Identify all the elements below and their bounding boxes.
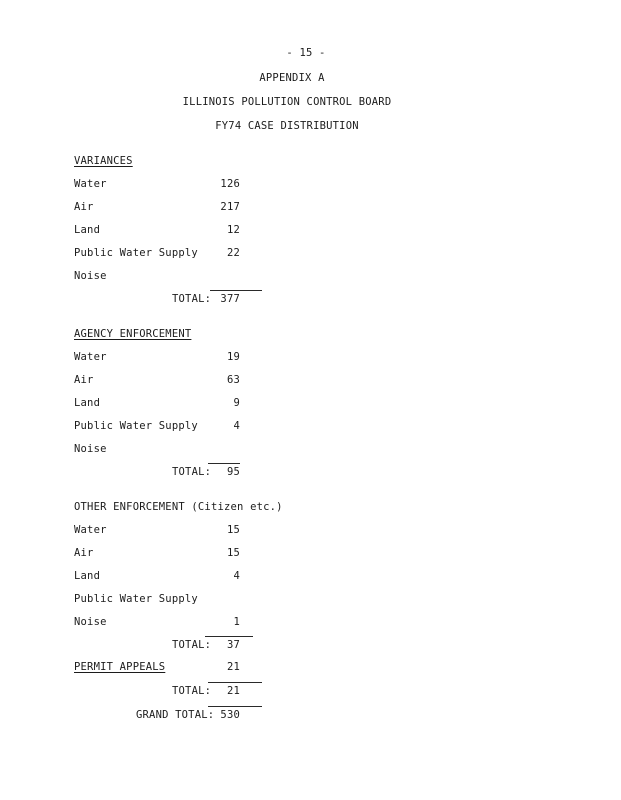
permit-total-rule — [208, 682, 262, 683]
grand-total-rule — [208, 706, 262, 707]
distribution-subtitle: FY74 CASE DISTRIBUTION — [215, 120, 359, 132]
other-air-label: Air — [74, 547, 94, 559]
variances-land-label: Land — [74, 224, 101, 236]
permit-appeals-heading: PERMIT APPEALS — [74, 661, 166, 673]
variances-land-value: 12 — [226, 224, 240, 236]
variances-heading: VARIANCES — [74, 155, 133, 167]
grand-total-label: GRAND TOTAL: — [136, 709, 215, 721]
variances-water-value: 126 — [220, 178, 240, 190]
variances-total-label: TOTAL: — [172, 293, 212, 305]
agency-air-value: 63 — [226, 374, 240, 386]
other-total-label: TOTAL: — [172, 639, 212, 651]
other-pws-label: Public Water Supply — [74, 593, 198, 605]
agency-air-label: Air — [74, 374, 94, 386]
agency-water-label: Water — [74, 351, 107, 363]
agency-pws-label: Public Water Supply — [74, 420, 198, 432]
other-water-value: 15 — [226, 524, 240, 536]
variances-air-value: 217 — [220, 201, 240, 213]
variances-pws-label: Public Water Supply — [74, 247, 198, 259]
other-air-value: 15 — [226, 547, 240, 559]
other-total-value: 37 — [226, 639, 240, 651]
variances-noise-label: Noise — [74, 270, 107, 282]
permit-total-label: TOTAL: — [172, 685, 212, 697]
variances-total-rule — [210, 290, 262, 291]
page-number: - 15 - — [286, 47, 326, 59]
agency-land-label: Land — [74, 397, 101, 409]
variances-pws-value: 22 — [226, 247, 240, 259]
agency-total-rule — [208, 463, 240, 464]
other-land-label: Land — [74, 570, 101, 582]
other-water-label: Water — [74, 524, 107, 536]
agency-total-value: 95 — [226, 466, 240, 478]
agency-enforcement-heading: AGENCY ENFORCEMENT — [74, 328, 192, 340]
other-land-value: 4 — [233, 570, 240, 582]
other-noise-label: Noise — [74, 616, 107, 628]
agency-pws-value: 4 — [233, 420, 240, 432]
board-title: ILLINOIS POLLUTION CONTROL BOARD — [182, 96, 392, 108]
variances-total-value: 377 — [220, 293, 240, 305]
other-total-rule — [205, 636, 253, 637]
permit-total-value: 21 — [226, 685, 240, 697]
variances-air-label: Air — [74, 201, 94, 213]
agency-water-value: 19 — [226, 351, 240, 363]
permit-appeals-value: 21 — [226, 661, 240, 673]
agency-noise-label: Noise — [74, 443, 107, 455]
appendix-title: APPENDIX A — [259, 72, 325, 84]
other-enforcement-heading: OTHER ENFORCEMENT (Citizen etc.) — [74, 501, 283, 513]
variances-water-label: Water — [74, 178, 107, 190]
grand-total-value: 530 — [220, 709, 240, 721]
agency-total-label: TOTAL: — [172, 466, 212, 478]
agency-land-value: 9 — [233, 397, 240, 409]
other-noise-value: 1 — [233, 616, 240, 628]
